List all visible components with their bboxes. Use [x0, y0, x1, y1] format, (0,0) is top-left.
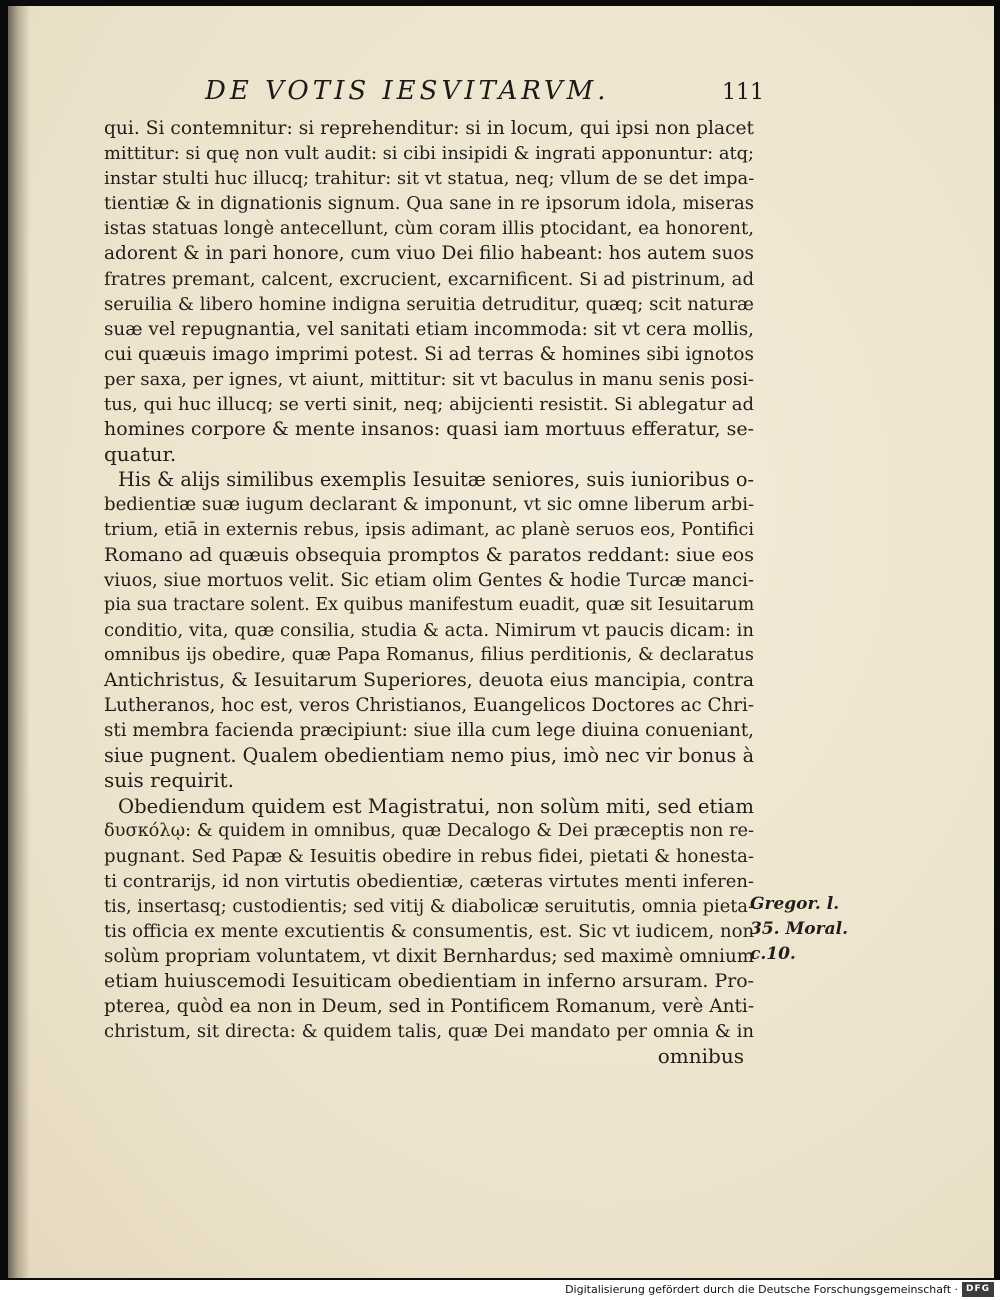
text-line: cui quæuis imago imprimi potest. Si ad terras & homines sibi ignotos — [104, 343, 754, 365]
text-line: Romano ad quæuis obsequia promptos & paratos reddant: siue eos — [104, 543, 754, 566]
text-line: tientiæ & in dignationis signum. Qua sane in re ipsorum idola, miseras — [104, 193, 754, 215]
text-line: christum, sit directa: & quidem talis, quæ Dei mandato per omnia & in — [104, 1021, 754, 1043]
text-line: per saxa, per ignes, vt aiunt, mittitur: sit vt baculus in manu senis posi- — [104, 368, 754, 390]
text-line: bedientiæ suæ iugum declarant & imponunt, vt sic omne liberum arbi- — [104, 494, 755, 516]
text-line: siue pugnent. Qualem obedientiam nemo pius, imò nec vir bonus à — [104, 744, 754, 768]
text-line: homines corpore & mente insanos: quasi iam mortuus efferatur, se- — [104, 418, 754, 441]
text-line: tis, insertasq; custodientis; sed vitij & diabolicæ seruitutis, omnia pieta- — [104, 895, 754, 917]
text-line: conditio, vita, quæ consilia, studia & acta. Nimirum vt paucis dicam: in — [104, 619, 754, 641]
text-line: etiam huiuscemodi Iesuiticam obedientiam in inferno arsuram. Pro- — [104, 970, 754, 993]
dfg-logo: DFG — [962, 1282, 994, 1297]
running-title: DE VOTIS IESVITARVM. — [205, 76, 610, 106]
text-line: quatur. — [104, 442, 177, 467]
text-line: δυσκόλῳ: & quidem in omnibus, quæ Decalogo & Dei præceptis non re- — [104, 820, 754, 841]
text-line: fratres premant, calcent, excrucient, excarnificent. Si ad pistrinum, ad — [104, 268, 755, 290]
text-line: suæ vel repugnantia, vel sanitati etiam incommoda: sit vt cera mollis, — [104, 318, 754, 340]
text-line: pia sua tractare solent. Ex quibus manifestum euadit, quæ sit Iesuitarum — [104, 594, 755, 615]
text-line: mittitur: si quę non vult audit: si cibi insipidi & ingrati apponuntur: atq; — [104, 143, 755, 165]
body-text — [104, 116, 754, 1070]
text-line: His & alijs similibus exemplis Iesuitæ seniores, suis iunioribus o- — [118, 468, 754, 492]
text-line: Lutheranos, hoc est, veros Christianos, Euangelicos Doctores ac Chri- — [104, 695, 754, 717]
margin-note-line: 35. Moral. — [750, 919, 848, 939]
text-line: suis requirit. — [104, 768, 234, 793]
funding-credit: Digitalisierung gefördert durch die Deutsche Forschungsgemeinschaft · — [565, 1283, 958, 1296]
text-line: pterea, quòd ea non in Deum, sed in Pontificem Romanum, verè Anti- — [104, 996, 755, 1018]
text-line: viuos, siue mortuos velit. Sic etiam olim Gentes & hodie Turcæ manci- — [104, 569, 755, 591]
margin-note-line: c.10. — [750, 944, 796, 964]
text-line: Antichristus, & Iesuitarum Superiores, deuota eius mancipia, contra — [104, 670, 754, 692]
text-line: trium, etiā in externis rebus, ipsis adimant, ac planè seruos eos, Pontifici — [104, 519, 754, 540]
text-line: adorent & in pari honore, cum viuo Dei filio habeant: hos autem suos — [104, 243, 755, 265]
text-line: sti membra facienda præcipiunt: siue illa cum lege diuina conueniant, — [104, 720, 754, 742]
text-line: istas statuas longè antecellunt, cùm coram illis ptocidant, ea honorent, — [104, 218, 754, 240]
margin-note — [750, 892, 850, 967]
page-gutter-shadow — [8, 6, 30, 1278]
text-line: solùm propriam voluntatem, vt dixit Bernhardus; sed maximè omnium — [104, 946, 754, 968]
text-line: omnibus ijs obedire, quæ Papa Romanus, filius perditionis, & declaratus — [104, 644, 754, 665]
margin-note-line: Gregor. l. — [750, 894, 840, 914]
text-line: seruilia & libero homine indigna seruitia detruditur, quæq; scit naturæ — [104, 293, 754, 315]
text-line: pugnant. Sed Papæ & Iesuitis obedire in rebus fidei, pietati & honesta- — [104, 845, 754, 867]
page-number: 111 — [722, 80, 764, 105]
text-line: ti contrarijs, id non virtutis obedientiæ, cæteras virtutes menti inferen- — [104, 870, 754, 892]
text-line: instar stulti huc illucq; trahitur: sit vt statua, neq; vllum de se det impa- — [104, 168, 755, 190]
text-line: qui. Si contemnitur: si reprehenditur: si in locum, qui ipsi non placet — [104, 118, 754, 139]
text-line: tus, qui huc illucq; se verti sinit, neq; abijcienti resistit. Si ablegatur ad — [104, 394, 754, 416]
text-line: Obediendum quidem est Magistratui, non solùm miti, sed etiam — [118, 794, 754, 818]
catchword: omnibus — [657, 1044, 744, 1069]
text-line: tis officia ex mente excutientis & consumentis, est. Sic vt iudicem, non — [104, 921, 755, 942]
footer-bar — [0, 1280, 1000, 1300]
